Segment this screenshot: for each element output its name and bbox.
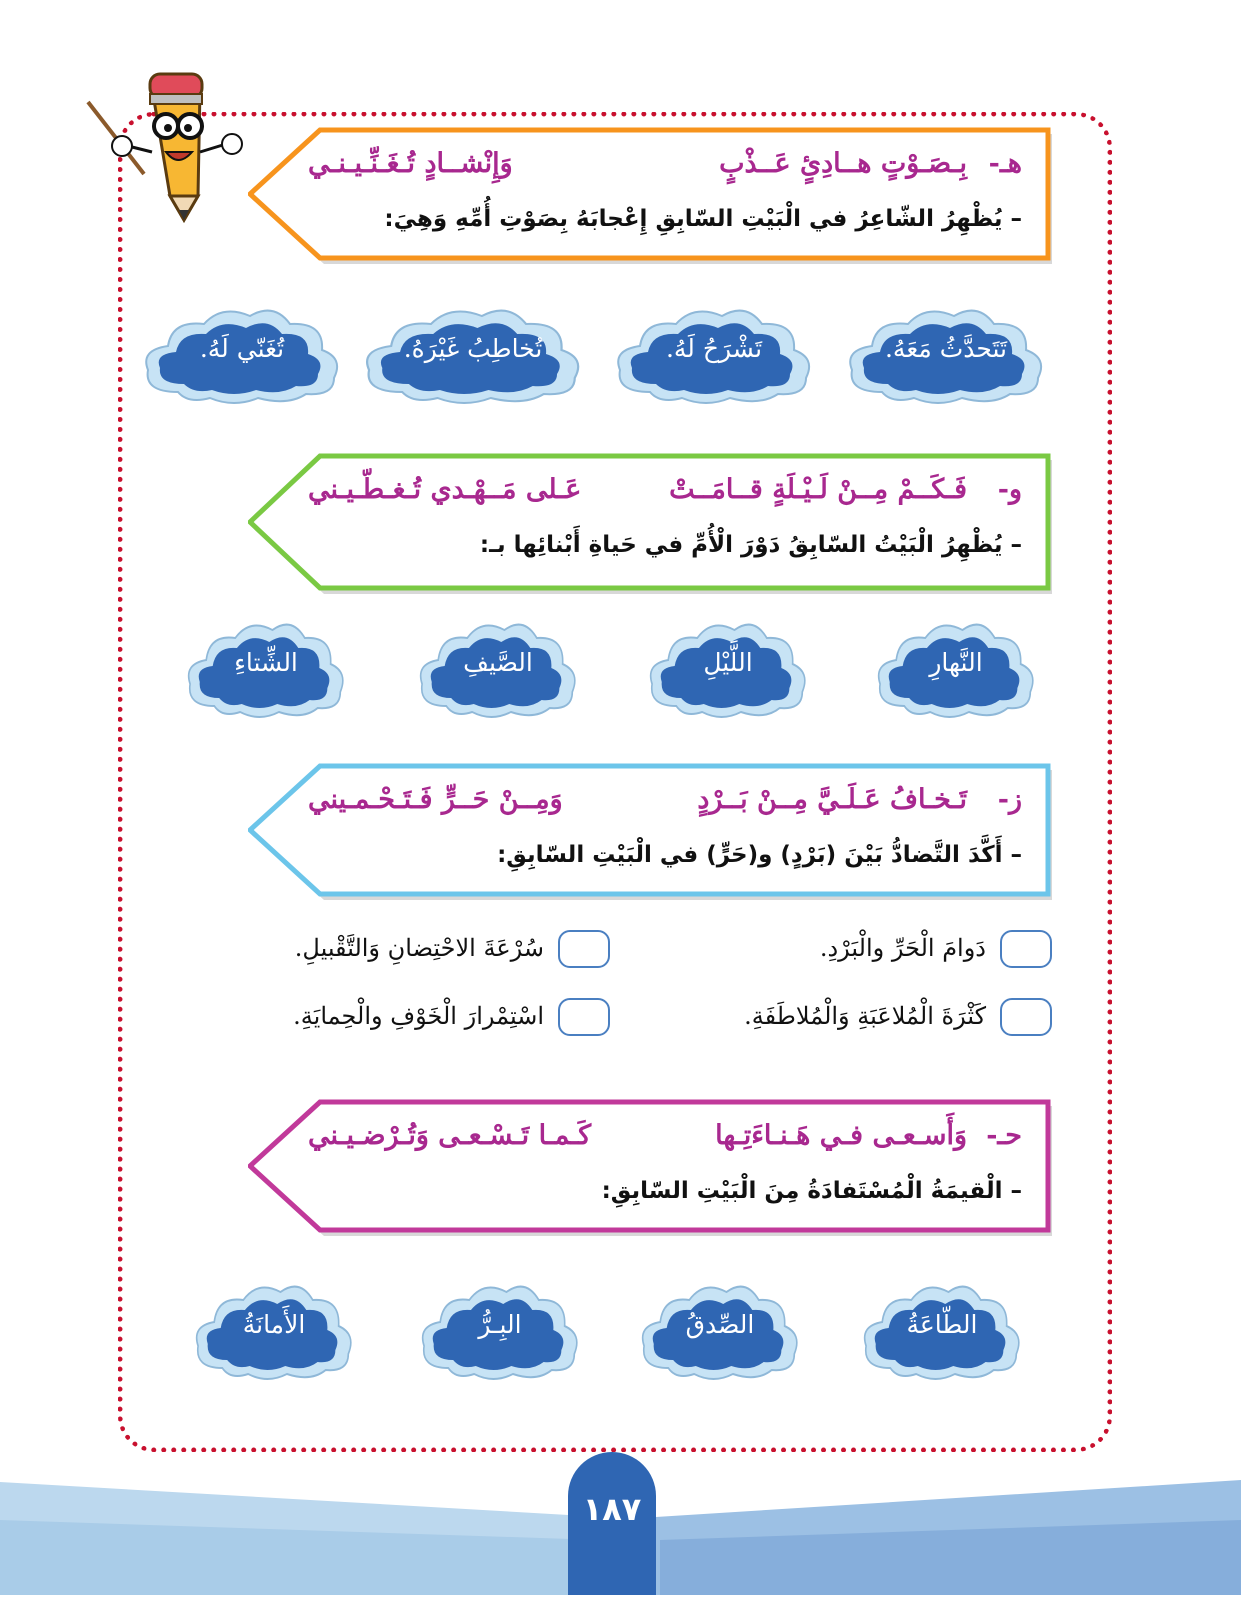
answer-options-w [130, 614, 1070, 724]
question-banner-h [248, 126, 1060, 268]
verse-line [308, 1120, 1022, 1160]
option-label: البِـرُّ [478, 1310, 522, 1339]
verse-hemistich-second: عَـلى مَــهْـدي تُـغـطّـيـني [308, 474, 582, 505]
cloud-option[interactable] [190, 1276, 358, 1386]
answer-checkbox[interactable] [1000, 998, 1052, 1036]
verse-hemistich-first: وَأَسـعـى فـي هَـنـاءَتِـها [715, 1120, 967, 1151]
option-label: الأَمانَةُ [242, 1310, 306, 1339]
cloud-option[interactable] [858, 1276, 1026, 1386]
question-banner-h2 [248, 1098, 1060, 1240]
option-label: النَّهارِ [929, 648, 983, 677]
option-label: تُخاطِبُ غَيْرَهُ. [403, 334, 543, 363]
verse-hemistich-first: تَـخـافُ عَـلَـيَّ مِــنْ بَــرْدٍ [697, 784, 967, 815]
page-number: ١٨٧ [568, 1452, 656, 1595]
answer-checkbox[interactable] [558, 998, 610, 1036]
cloud-option[interactable] [636, 1276, 804, 1386]
question-text: – الْقيمَةُ الْمُسْتَفادَةُ مِنَ الْبَيْتِ السّابِقِ: [601, 1178, 1022, 1204]
section-letter: ز- [997, 784, 1022, 815]
checkbox-option[interactable] [660, 998, 1052, 1040]
pencil-mascot-icon [80, 68, 250, 228]
option-label: دَوامَ الْحَرِّ والْبَرْدِ. [819, 934, 986, 962]
option-label: تَتَحدَّثُ مَعَهُ. [884, 334, 1008, 363]
section-letter: حـ- [986, 1120, 1022, 1151]
checkbox-option[interactable] [240, 998, 610, 1040]
question-banner-w [248, 452, 1060, 598]
option-label: اسْتِمْرارَ الْخَوْفِ والْحِمايَةِ. [293, 1002, 544, 1030]
section-letter: هـ- [988, 148, 1022, 179]
option-label: تُغَنّي لَهُ. [199, 334, 285, 363]
option-label: الصِّدقُ [685, 1310, 755, 1339]
option-label: اللَّيْلِ [703, 648, 753, 677]
cloud-option[interactable] [416, 1276, 584, 1386]
option-label: الصَّيفِ [463, 648, 533, 677]
cloud-option[interactable] [644, 614, 812, 724]
answer-checkbox[interactable] [1000, 930, 1052, 968]
answer-checkbox[interactable] [558, 930, 610, 968]
option-label: سُرْعَةَ الاحْتِضانِ وَالتَّقْبيلِ. [294, 934, 544, 962]
question-text: – يُظْهِرُ الشّاعِرُ في الْبَيْتِ السّابِقِ إِعْجابَهُ بِصَوْتِ أُمِّهِ وَهِيَ: [384, 206, 1022, 232]
option-label: الشِّتاءِ [234, 648, 298, 677]
verse-hemistich-first: بِـصَـوْتٍ هــادِئٍ عَــذْبٍ [719, 148, 967, 179]
checkbox-option[interactable] [660, 930, 1052, 972]
option-label: كَثْرَةَ الْمُلاعَبَةِ وَالْمُلاطَفَةِ. [744, 1002, 986, 1030]
verse-hemistich-second: وَمِــنْ حَــرٍّ فَـتَـحْـمـيني [308, 784, 563, 815]
question-text: – أَكَّدَ التَّضادُّ بَيْنَ (بَرْدٍ) و(حَرٍّ) في الْبَيْتِ السّابِقِ: [497, 842, 1022, 868]
verse-line [308, 474, 1022, 514]
answer-options-h2 [130, 1276, 1070, 1386]
section-letter: و- [997, 474, 1022, 505]
checkbox-option[interactable] [240, 930, 610, 972]
cloud-option[interactable] [872, 614, 1040, 724]
cloud-option[interactable] [842, 300, 1050, 410]
verse-hemistich-second: كَـمـا تَـسْـعـى وَتُـرْضـيـني [308, 1120, 592, 1151]
question-banner-z [248, 762, 1060, 904]
answer-options-h [130, 300, 1070, 410]
verse-hemistich-first: فَـكَــمْ مِــنْ لَـيْـلَةٍ قــامَــتْ [669, 474, 967, 505]
cloud-option[interactable] [182, 614, 350, 724]
question-text: – يُظْهِرُ الْبَيْتُ السّابِقُ دَوْرَ الْأُمِّ في حَياةِ أَبْنائِها بـ: [479, 532, 1022, 558]
cloud-option[interactable] [610, 300, 818, 410]
cloud-option[interactable] [414, 614, 582, 724]
option-label: تَشْرَحُ لَهُ. [665, 334, 763, 363]
verse-hemistich-second: وَإِنْشــادٍ تُـغَـنِّـيـنـي [308, 148, 513, 179]
cloud-option[interactable] [358, 300, 588, 410]
cloud-option[interactable] [138, 300, 346, 410]
verse-line [308, 784, 1022, 824]
verse-line [308, 148, 1022, 188]
option-label: الطّاعَةُ [906, 1310, 978, 1339]
